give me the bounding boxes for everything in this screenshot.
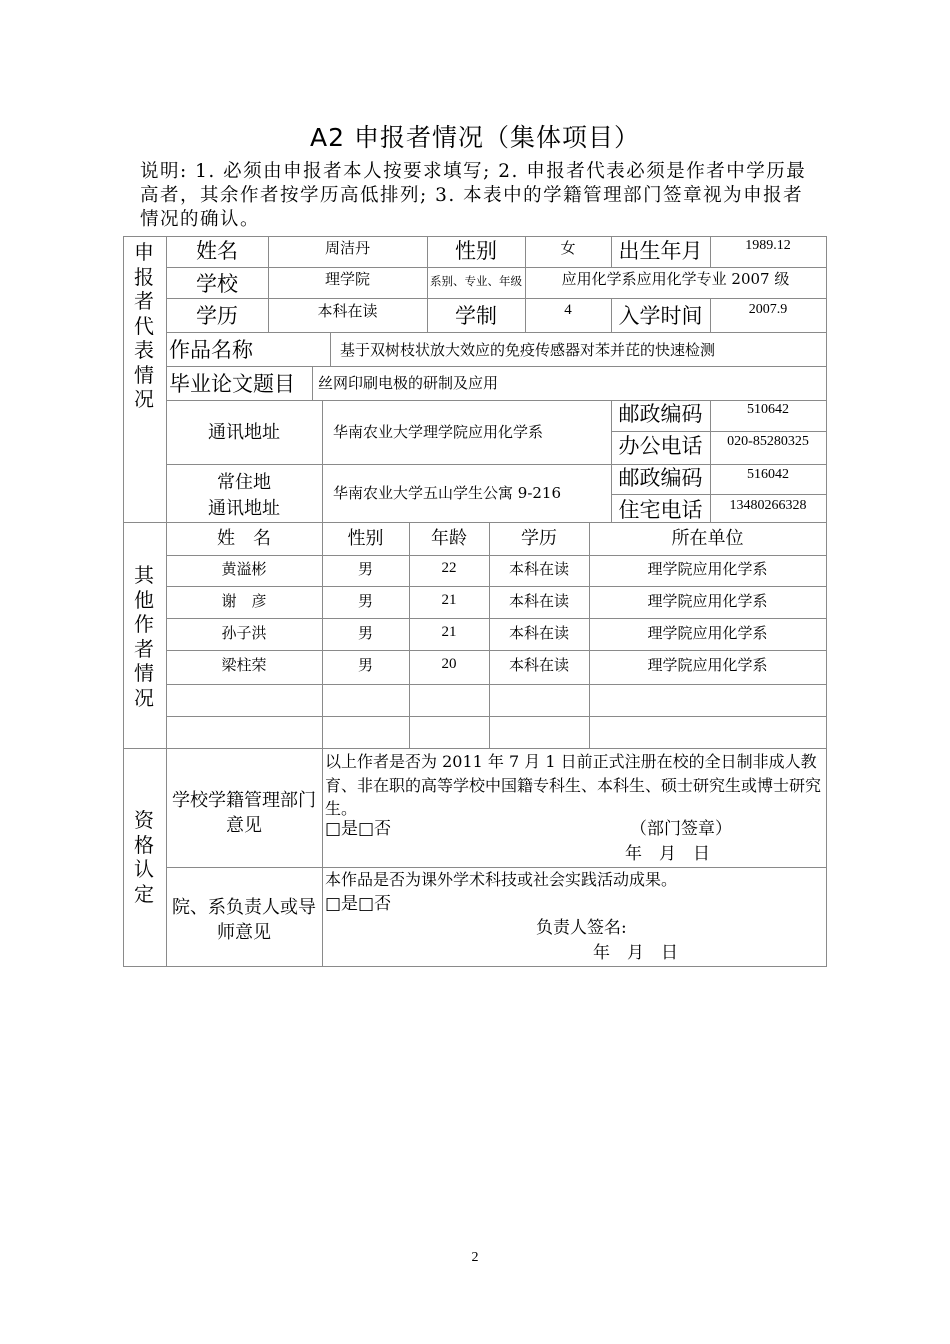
school-opinion-label: 学校学籍管理部门意见: [172, 790, 316, 836]
work-value: 基于双树枝状放大效应的免疫传感器对苯并芘的快速检测: [340, 341, 716, 359]
cell-name: 黄溢彬: [221, 560, 267, 578]
school-checkbox[interactable]: □是□否: [325, 819, 392, 839]
advisor-opinion-label: 院、系负责人或导师意见: [172, 897, 316, 943]
page-title: A2 申报者情况（集体项目）: [310, 123, 640, 152]
work-label: 作品名称: [169, 338, 253, 362]
enroll-label: 入学时间: [618, 304, 703, 328]
cell-gender: 男: [357, 656, 373, 674]
page-number: 2: [471, 1250, 479, 1265]
cell-edu: 本科在读: [508, 592, 569, 610]
col-header-unit: 所在单位: [671, 528, 744, 549]
postcode-value: 510642: [747, 402, 789, 417]
others-section-label: 其他作者情况: [134, 563, 154, 710]
gender-label: 性别: [455, 239, 497, 263]
home-address-label-2: 通讯地址: [208, 498, 280, 519]
col-header-gender: 性别: [347, 528, 384, 549]
edu-label: 学历: [196, 304, 238, 328]
birth-label: 出生年月: [618, 239, 703, 263]
dept-label: 系别、专业、年级: [430, 274, 522, 288]
thesis-label: 毕业论文题目: [169, 372, 295, 396]
birth-value: 1989.12: [745, 238, 791, 253]
cell-age: 21: [441, 592, 457, 608]
department-seal: （部门签章）: [630, 819, 732, 839]
advisor-opinion-text: 本作品是否为课外学术科技或社会实践活动成果。: [325, 870, 678, 889]
office-tel-value: 020-85280325: [727, 434, 809, 449]
cell-edu: 本科在读: [508, 624, 569, 642]
office-tel-label: 办公电话: [618, 434, 703, 458]
cell-edu: 本科在读: [508, 560, 569, 578]
length-label: 学制: [455, 304, 497, 328]
address-value: 华南农业大学理学院应用化学系: [333, 423, 544, 441]
home-postcode-label: 邮政编码: [618, 466, 703, 490]
advisor-date: 年 月 日: [593, 943, 678, 963]
thesis-value: 丝网印刷电极的研制及应用: [318, 374, 499, 392]
cell-gender: 男: [357, 592, 373, 610]
advisor-checkbox[interactable]: □是□否: [325, 894, 392, 914]
school-value: 理学院: [324, 270, 370, 288]
school-date: 年 月 日: [625, 844, 710, 864]
advisor-signature: 负责人签名:: [536, 918, 627, 938]
col-header-age: 年龄: [431, 528, 467, 549]
address-label: 通讯地址: [208, 422, 280, 443]
qual-section-label: 资格认定: [134, 808, 154, 906]
col-header-edu: 学历: [521, 528, 557, 549]
cell-unit: 理学院应用化学系: [647, 624, 768, 642]
home-postcode-value: 516042: [747, 467, 789, 482]
cell-age: 21: [441, 624, 457, 640]
gender-value: 女: [560, 239, 576, 257]
cell-edu: 本科在读: [508, 656, 569, 674]
school-label: 学校: [196, 272, 238, 296]
home-tel-value: 13480266328: [729, 498, 807, 513]
name-value: 周洁丹: [324, 239, 370, 257]
edu-value: 本科在读: [317, 302, 378, 320]
home-tel-label: 住宅电话: [618, 498, 703, 522]
col-header-name: 姓 名: [217, 528, 271, 549]
cell-name: 孙子洪: [221, 624, 267, 642]
enroll-value: 2007.9: [748, 302, 788, 317]
home-address-label-1: 常住地: [217, 472, 271, 493]
cell-name: 梁柱荣: [221, 656, 267, 674]
cell-unit: 理学院应用化学系: [647, 560, 768, 578]
name-label: 姓名: [196, 239, 238, 263]
cell-gender: 男: [357, 560, 373, 578]
cell-name: 谢 彦: [221, 592, 267, 610]
postcode-label: 邮政编码: [618, 402, 703, 426]
cell-age: 22: [441, 560, 457, 576]
rep-section-label: 申报者代表情况: [134, 240, 154, 411]
cell-unit: 理学院应用化学系: [647, 592, 768, 610]
cell-unit: 理学院应用化学系: [647, 656, 768, 674]
cell-gender: 男: [357, 624, 373, 642]
instructions: 说明: 1. 必须由申报者本人按要求填写; 2. 申报者代表必须是作者中学历最高者，其余作者按学历高低排列; 3. 本表中的学籍管理部门签章视为申报者情况的确认。: [140, 161, 807, 230]
cell-age: 20: [441, 656, 457, 672]
dept-value: 应用化学系应用化学专业 2007 级: [561, 270, 790, 288]
length-value: 4: [564, 302, 572, 318]
school-opinion-text: 以上作者是否为 2011 年 7 月 1 日前正式注册在校的全日制非成人教育、非在职的高等学校中国籍专科生、本科生、硕士研究生或博士研究生。: [325, 752, 822, 818]
home-address-value: 华南农业大学五山学生公寓 9-216: [333, 484, 562, 502]
